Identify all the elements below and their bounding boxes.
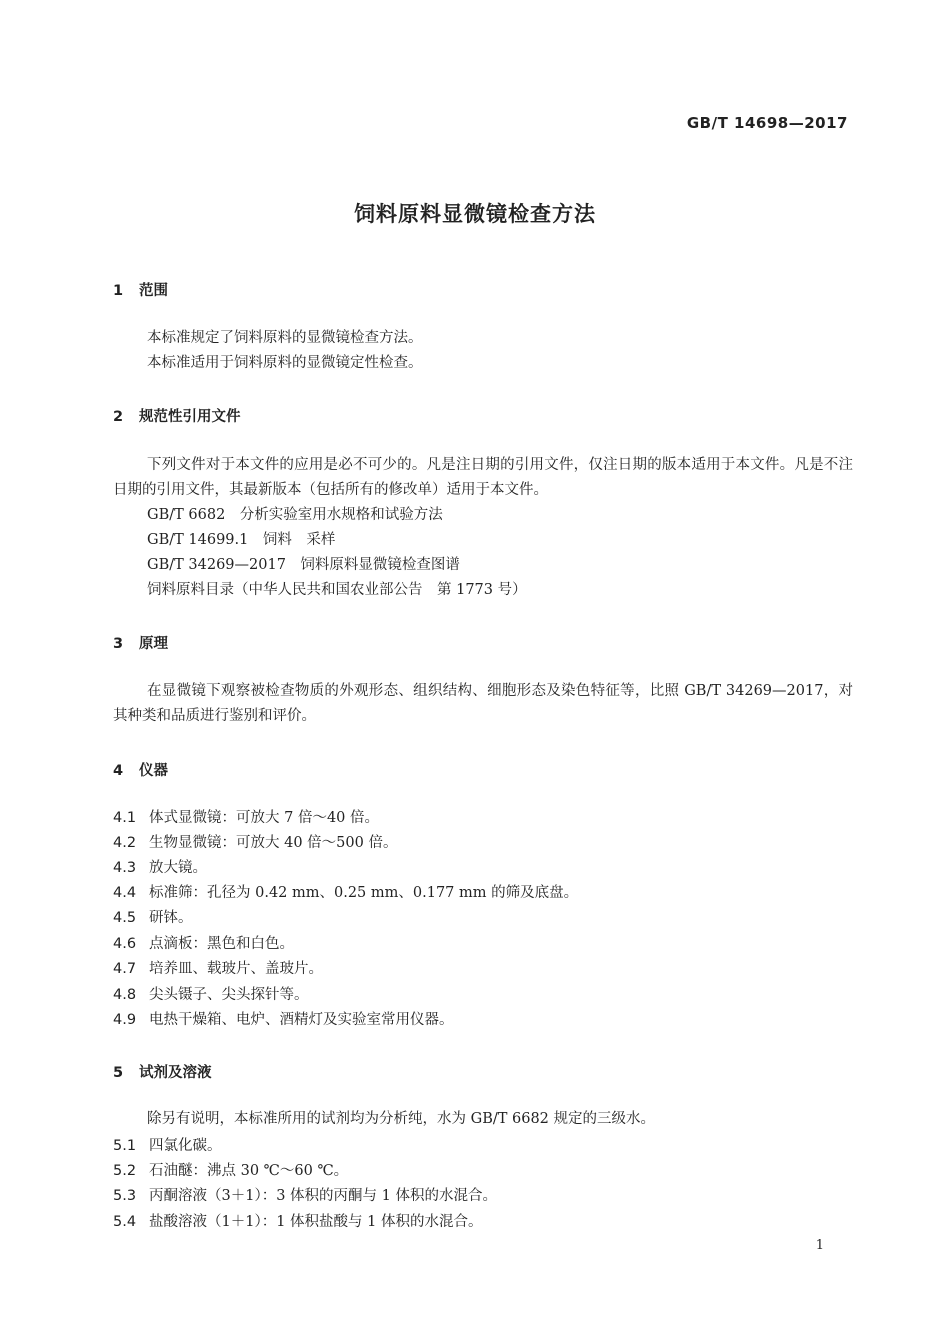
section-heading-scope	[113, 279, 168, 300]
page-number: 1	[815, 1238, 824, 1253]
apparatus-item	[113, 906, 193, 927]
apparatus-item	[113, 932, 294, 953]
item-number: 5.3	[113, 1188, 137, 1204]
apparatus-item	[113, 831, 397, 852]
scope-line-2: 本标准适用于饲料原料的显微镜定性检查。	[147, 355, 423, 371]
item-number: 4.8	[113, 987, 137, 1003]
item-number: 4.9	[113, 1012, 137, 1028]
item-text: 体式显微镜：可放大 7 倍～40 倍。	[149, 810, 380, 826]
reagent-item	[113, 1184, 497, 1205]
item-number: 5.4	[113, 1214, 137, 1230]
item-number: 4.4	[113, 885, 137, 901]
document-title: 饲料原料显微镜检查方法	[354, 202, 596, 226]
item-text: 放大镜。	[149, 860, 207, 876]
reagents-intro: 除另有说明，本标准所用的试剂均为分析纯，水为 GB/T 6682 规定的三级水。	[147, 1111, 656, 1127]
item-text: 生物显微镜：可放大 40 倍～500 倍。	[149, 835, 398, 851]
reagent-item	[113, 1159, 348, 1180]
apparatus-item	[113, 957, 323, 978]
item-text: 点滴板：黑色和白色。	[149, 936, 294, 952]
apparatus-item	[113, 856, 207, 877]
apparatus-item	[113, 983, 309, 1004]
section-heading-apparatus	[113, 759, 168, 780]
item-text: 研钵。	[149, 910, 193, 926]
item-text: 电热干燥箱、电炉、酒精灯及实验室常用仪器。	[149, 1012, 454, 1028]
item-number: 4.3	[113, 860, 137, 876]
standard-code: GB/T 14698—2017	[686, 114, 848, 132]
apparatus-item	[113, 1008, 454, 1029]
item-text: 盐酸溶液（1＋1）：1 体积盐酸与 1 体积的水混合。	[149, 1214, 483, 1230]
section-title: 仪器	[139, 763, 168, 779]
item-number: 4.2	[113, 835, 137, 851]
item-text: 标准筛：孔径为 0.42 mm、0.25 mm、0.177 mm 的筛及底盘。	[149, 885, 579, 901]
apparatus-item	[113, 881, 578, 902]
apparatus-item	[113, 806, 379, 827]
item-text: 尖头镊子、尖头探针等。	[149, 987, 309, 1003]
item-text: 四氯化碳。	[149, 1138, 222, 1154]
item-number: 4.7	[113, 961, 137, 977]
item-number: 5.2	[113, 1163, 137, 1179]
item-number: 4.5	[113, 910, 137, 926]
section-number: 5	[113, 1065, 124, 1081]
section-heading-normative-references	[113, 405, 241, 426]
section-title: 原理	[139, 636, 168, 652]
section-title: 范围	[139, 283, 168, 299]
section-number: 4	[113, 763, 124, 779]
item-number: 4.1	[113, 810, 137, 826]
section-title: 试剂及溶液	[139, 1065, 212, 1081]
item-text: 培养皿、载玻片、盖玻片。	[149, 961, 323, 977]
item-number: 5.1	[113, 1138, 137, 1154]
section-heading-principle	[113, 632, 168, 653]
reagent-item	[113, 1134, 222, 1155]
reference-item: GB/T 14699.1 饲料 采样	[147, 532, 336, 548]
reference-item: GB/T 6682 分析实验室用水规格和试验方法	[147, 507, 443, 523]
section-number: 2	[113, 409, 124, 425]
principle-text: 在显微镜下观察被检查物质的外观形态、组织结构、细胞形态及染色特征等，比照 GB/T 34269—2017，对其种类和品质进行鉴别和评价。	[113, 683, 853, 724]
section-number: 1	[113, 283, 124, 299]
section-number: 3	[113, 636, 124, 652]
references-intro: 下列文件对于本文件的应用是必不可少的。凡是注日期的引用文件，仅注日期的版本适用于本文件。凡是不注日期的引用文件，其最新版本（包括所有的修改单）适用于本文件。	[113, 457, 853, 498]
reference-item: GB/T 34269—2017 饲料原料显微镜检查图谱	[147, 557, 460, 573]
item-text: 石油醚：沸点 30 ℃～60 ℃。	[149, 1163, 349, 1179]
reference-item: 饲料原料目录（中华人民共和国农业部公告 第 1773 号）	[147, 582, 527, 598]
scope-line-1: 本标准规定了饲料原料的显微镜检查方法。	[147, 330, 423, 346]
reagent-item	[113, 1210, 482, 1231]
section-title: 规范性引用文件	[139, 409, 241, 425]
section-heading-reagents	[113, 1061, 212, 1082]
item-number: 4.6	[113, 936, 137, 952]
item-text: 丙酮溶液（3＋1）：3 体积的丙酮与 1 体积的水混合。	[149, 1188, 497, 1204]
